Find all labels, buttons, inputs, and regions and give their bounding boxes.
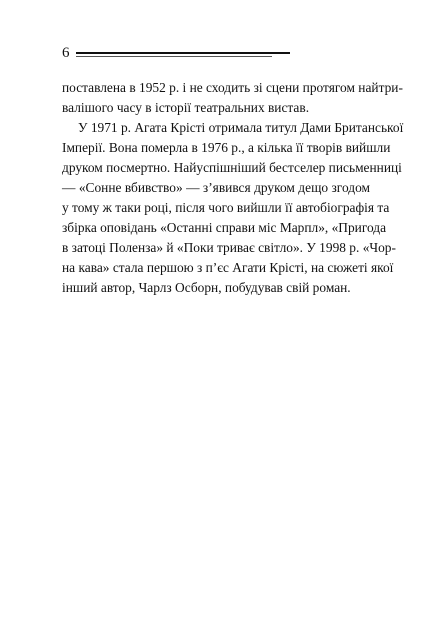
text-line: інший автор, Чарлз Осборн, побудував свій роман. bbox=[62, 280, 351, 295]
body-text bbox=[62, 78, 404, 298]
page-number: 6 bbox=[62, 45, 70, 61]
text-line: поставлена в 1952 р. і не сходить зі сцени протягом найтри- bbox=[62, 80, 403, 95]
text-line: У 1971 р. Агата Крісті отримала титул Дами Британської bbox=[78, 120, 404, 135]
paragraph-1 bbox=[62, 78, 403, 118]
text-line: в затоці Поленза» й «Поки триває світло». У 1998 р. «Чор- bbox=[62, 240, 396, 255]
page-header bbox=[62, 44, 232, 62]
text-line: друком посмертно. Найуспішніший бестселер письменниці bbox=[62, 160, 402, 175]
text-line: у тому ж таки році, після чого вийшли її автобіографія та bbox=[62, 200, 390, 215]
paragraph-2 bbox=[62, 118, 404, 298]
header-rule-thin bbox=[76, 56, 272, 57]
text-line: збірка оповідань «Останні справи міс Марпл», «Пригода bbox=[62, 220, 387, 235]
text-line: валішого часу в історії театральних вистав. bbox=[62, 100, 310, 115]
text-line: на кава» стала першою з п’єс Агати Крісті, на сюжеті якої bbox=[62, 260, 394, 275]
header-rule bbox=[76, 52, 290, 54]
text-line: — «Сонне вбивство» — з’явився друком дещо згодом bbox=[62, 180, 370, 195]
text-line: Імперії. Вона померла в 1976 р., а кілька її творів вийшли bbox=[62, 140, 391, 155]
